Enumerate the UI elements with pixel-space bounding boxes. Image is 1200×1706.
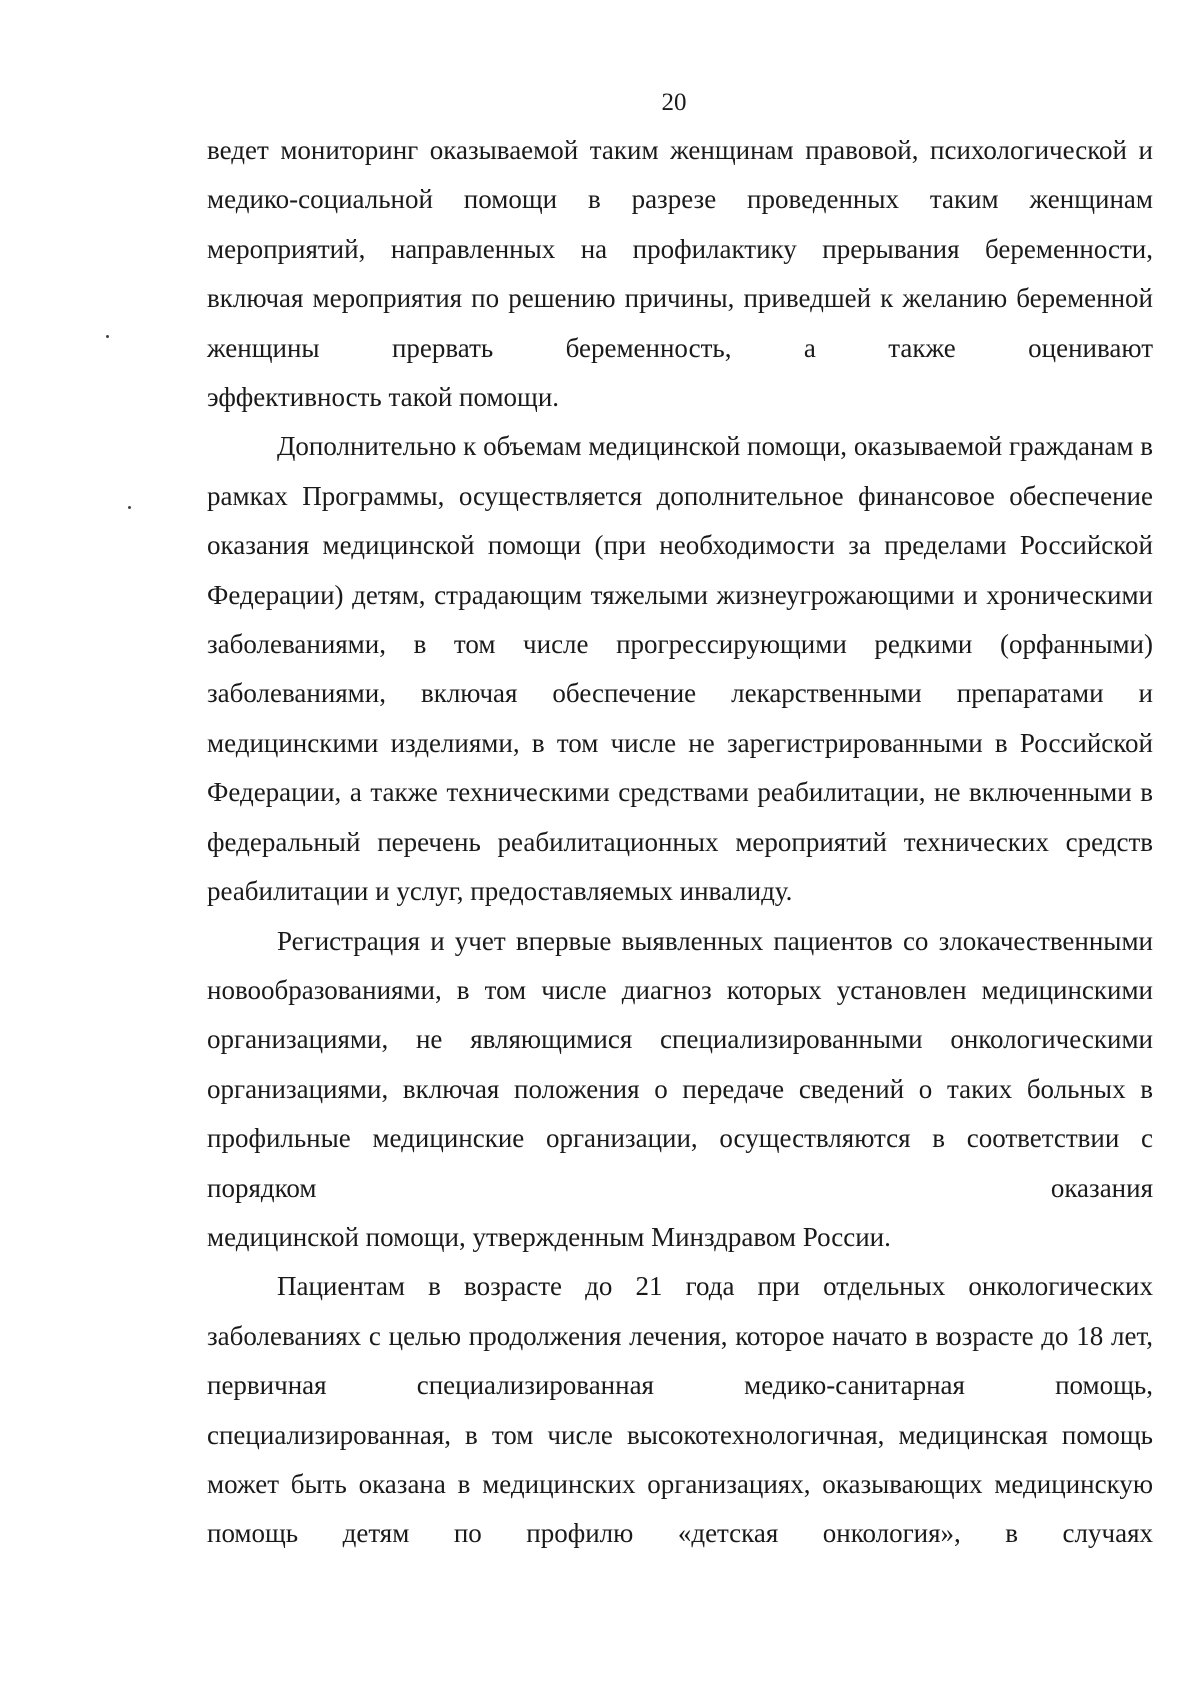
paragraph-last-line: эффективность такой помощи. (207, 382, 560, 413)
scan-artifact-dot (106, 335, 109, 338)
paragraph-last-line: реабилитации и услуг, предоставляемых инвалиду. (207, 876, 793, 907)
paragraph-body: ведет мониторинг оказываемой таким женщинам правовой, психологической и медико-социальной помощи в разрезе проведенных таким женщинам мероприятий, направленных на профилактику прерывания беременности, включая мероприятия по решению причины, приведшей к желанию беременной женщины прервать беременность, а также оценивают (207, 135, 1153, 363)
paragraph-additional-funding (207, 422, 1153, 916)
paragraph-body: Пациентам в возрасте до 21 года при отдельных онкологических заболеваниях с целью продолжения лечения, которое начато в возрасте до 18 лет, первичная специализированная медико-санитарная помощь, специализированная, в том числе высокотехнологичная, медицинская помощь может быть оказана в медицинских организациях, оказывающих медицинскую помощь детям по профилю «детская онкология», в случаях (207, 1271, 1153, 1549)
page-number: 20 (661, 89, 687, 116)
document-body (207, 126, 1153, 1559)
paragraph-monitoring (207, 126, 1153, 422)
paragraph-patients-under-21 (207, 1262, 1153, 1558)
paragraph-last-line: медицинской помощи, утвержденным Минздравом России. (207, 1221, 891, 1252)
paragraph-registration (207, 917, 1153, 1263)
paragraph-body: Дополнительно к объемам медицинской помощи, оказываемой гражданам в рамках Программы, осуществляется дополнительное финансовое обеспечение оказания медицинской помощи (при необходимости за пределами Российской Федерации) детям, страдающим тяжелыми жизнеугрожающими и хроническими заболеваниями, в том числе прогрессирующими редкими (орфанными) заболеваниями, включая обеспечение лекарственными препаратами и медицинскими изделиями, в том числе не зарегистрированными в Российской Федерации, а также техническими средствами реабилитации, не включенными в федеральный перечень реабилитационных мероприятий технических средств (207, 431, 1153, 857)
scan-artifact-dot (128, 506, 131, 509)
paragraph-body: Регистрация и учет впервые выявленных пациентов со злокачественными новообразованиями, в том числе диагноз которых установлен медицинскими организациями, не являющимися специализированными онкологическими организациями, включая положения о передаче сведений о таких больных в профильные медицинские организации, осуществляются в соответствии с порядком оказания (207, 925, 1153, 1203)
